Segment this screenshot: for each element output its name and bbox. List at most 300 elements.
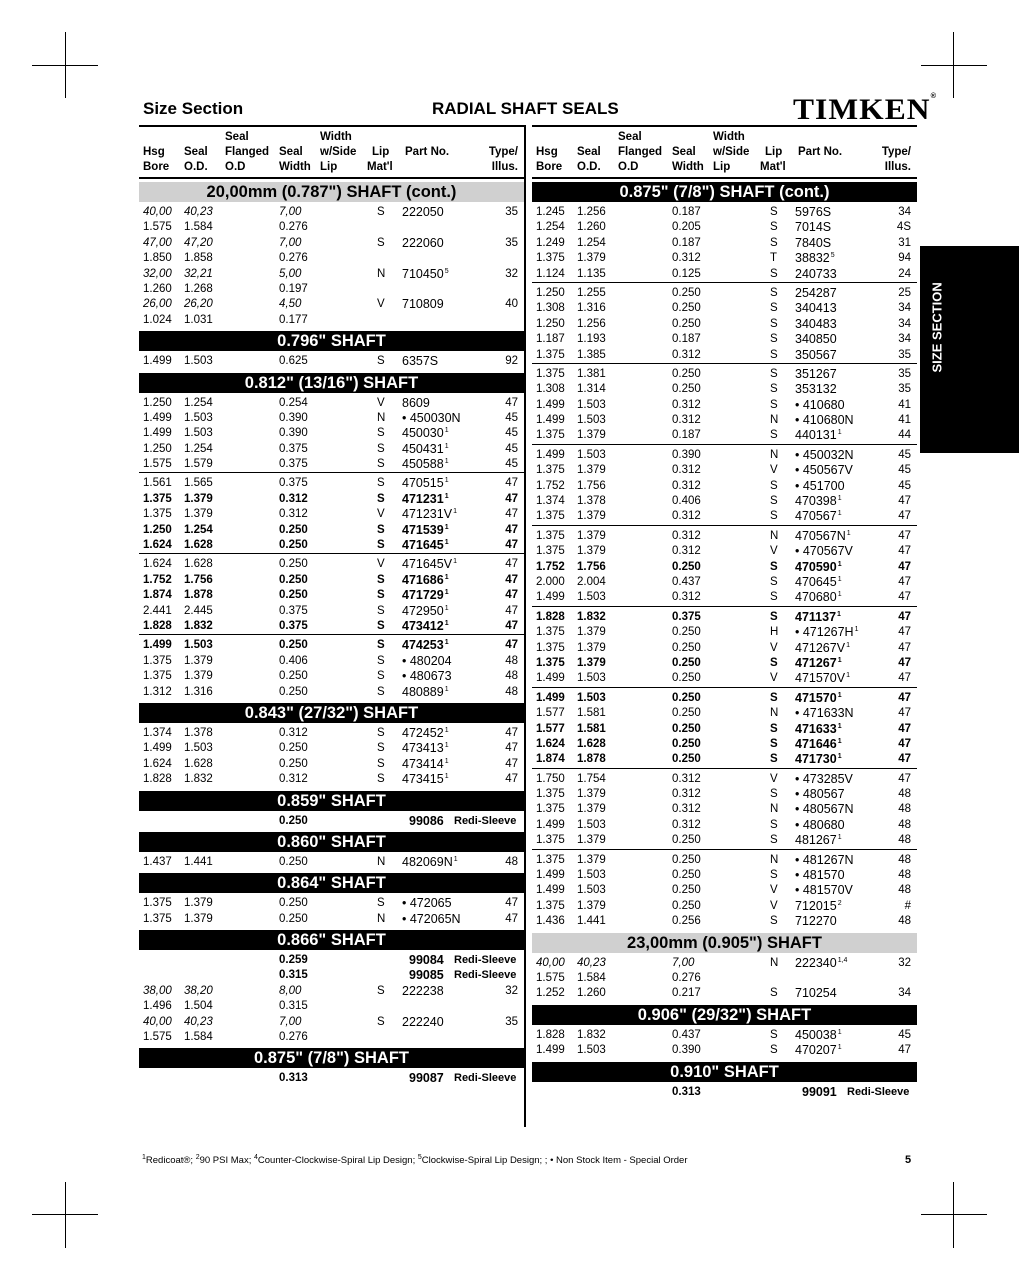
seal-width: 0.276 [672,971,701,984]
table-row [139,411,524,426]
part-number: • 480567 [795,787,845,802]
seal-od: 1.878 [577,753,606,766]
seal-width: 0.250 [672,753,701,766]
table-row [532,853,917,868]
seal-od: 1.379 [577,656,606,669]
lip-material: N [770,956,779,969]
seal-width: 0.250 [279,757,308,770]
hsg-bore: 1.308 [536,383,565,396]
lip-material: S [377,604,385,617]
seal-width: 0.250 [672,884,701,897]
type-illus: 32 [505,984,518,997]
seal-od: 1.379 [577,899,606,912]
type-illus: 47 [898,591,911,604]
lip-material: S [770,367,778,380]
table-row [139,267,524,282]
type-illus: 45 [898,479,911,492]
table-row [532,251,917,266]
row-group [139,855,524,870]
crop-mark [32,1214,98,1215]
seal-od: 1.503 [577,448,606,461]
footnote-ref: 1 [837,834,842,842]
part-number: • 410680N [795,413,854,428]
seal-od: 1.254 [184,523,213,536]
hsg-bore: 1.024 [143,313,172,326]
seal-od: 1.379 [577,803,606,816]
part-number: 450588$^1$ [402,457,449,472]
table-row [532,772,917,787]
part-number: 5976S [795,205,832,219]
seal-od: 1.832 [577,610,606,623]
type-illus: 47 [898,510,911,523]
hsg-bore: 1.375 [143,654,172,667]
table-row [532,301,917,316]
type-illus: 47 [505,492,518,505]
lip-material: V [770,545,778,558]
part-number: 471645$^1$ [402,538,449,553]
table-row [139,1071,524,1086]
seal-width: 0.313 [279,1072,308,1085]
table-row [139,999,524,1014]
section-heading: 0.910" SHAFT [532,1062,917,1082]
table-row [532,956,917,971]
part-number: • 470567V [795,544,853,559]
footnote-ref: 1 [444,573,449,581]
type-illus: 25 [898,286,911,299]
type-illus: 35 [505,236,518,249]
lip-material: S [377,206,385,218]
type-illus: 45 [898,1028,911,1041]
hsg-bore: 1.499 [536,884,565,897]
row-group [532,1085,917,1100]
table-row [532,971,917,986]
table-row [532,367,917,382]
row-group [139,1071,524,1086]
row-group [532,1028,917,1059]
hsg-bore: 1.375 [536,834,565,847]
table-row [532,691,917,706]
table-row [139,772,524,787]
table-row [139,251,524,266]
seal-od: 1.832 [577,1028,606,1041]
seal-width: 0.254 [279,396,308,409]
seal-od: 1.268 [184,282,213,295]
footnote-ref: 1 [837,656,842,664]
seal-od: 1.379 [184,912,213,925]
part-number: 8609 [402,395,430,410]
footnote-ref: 1 [837,591,842,599]
hsg-bore: 1.374 [143,726,172,739]
hsg-bore: 1.250 [536,317,565,330]
seal-od: 1.756 [577,479,606,492]
seal-od: 40,23 [184,1015,213,1028]
part-number: 470680$^1$ [795,590,842,605]
hsg-bore: 1.375 [536,641,565,654]
part-number: 474253$^1$ [402,638,449,653]
table-row [532,382,917,397]
footnote-ref: 1 [854,626,859,634]
footnote-ref: 1 [837,722,842,730]
hsg-bore: 1.375 [536,788,565,801]
footnote-ref: 1 [444,523,449,531]
table-row [139,205,524,220]
hsg-bore: 1.499 [536,1044,565,1057]
section-heading: 0.812" (13/16") SHAFT [139,373,524,393]
footnote-ref: 1 [837,510,842,518]
section-heading: 0.866" SHAFT [139,930,524,950]
hsg-bore: 1.499 [536,398,565,411]
table-row [532,575,917,590]
lip-material: S [377,458,385,471]
footnote-ref: 5 [444,267,449,275]
part-number: 471633$^1$ [795,721,842,736]
seal-width: 0.375 [279,442,308,455]
seal-od: 1.379 [184,670,213,683]
type-illus: 47 [898,575,911,588]
footnote-ref: 1 [837,753,842,761]
part-number: • 472065 [402,896,452,911]
hsg-bore: 1.828 [536,1028,565,1041]
section-heading: 0.859" SHAFT [139,791,524,811]
type-illus: 31 [898,236,911,249]
seal-width: 0.375 [279,604,308,617]
row-group [139,553,524,634]
section-heading: 0.860" SHAFT [139,832,524,852]
seal-width: 0.250 [279,814,308,827]
type-illus: Redi-Sleeve [454,814,517,827]
seal-od: 1.316 [577,302,606,315]
table-row [139,523,524,538]
table-row [532,220,917,235]
lip-material: S [770,429,778,442]
hsg-bore: 1.624 [143,558,172,571]
table-row [532,610,917,625]
seal-width: 0.250 [279,855,308,868]
hsg-bore: 1.750 [536,772,565,785]
crop-mark [953,1182,954,1248]
seal-width: 0.250 [672,317,701,330]
part-number: 450038$^1$ [795,1027,842,1042]
seal-width: 0.375 [279,458,308,471]
type-illus: 47 [898,772,911,785]
type-illus: 40 [505,298,518,311]
footnote-ref: 1 [444,726,449,734]
table-row [532,560,917,575]
hsg-bore: 1.499 [536,691,565,704]
hsg-bore: 1.308 [536,302,565,315]
seal-od: 1.255 [577,286,606,299]
table-row [532,671,917,686]
part-number: 99085 [409,968,444,983]
type-illus: 35 [505,1015,518,1028]
table-row [532,883,917,898]
seal-od: 1.503 [184,355,213,368]
seal-width: 0.315 [279,1000,308,1013]
seal-width: 0.250 [279,897,308,910]
hsg-bore: 1.499 [143,411,172,424]
lip-material: V [377,558,385,571]
seal-od: 26,20 [184,298,213,311]
seal-width: 7,00 [279,206,302,218]
footnote-ref: 1 [837,737,842,745]
lip-material: S [770,267,778,280]
table-row [139,396,524,411]
table-row [532,802,917,817]
seal-width: 0.250 [672,899,701,912]
seal-od: 1.503 [577,414,606,427]
table-row [532,787,917,802]
table-row [139,912,524,927]
type-illus: 41 [898,414,911,427]
part-number: 471570$^1$ [795,690,842,705]
hsg-bore: 1.874 [143,589,172,602]
part-number: 7014S [795,220,832,235]
lip-material: N [377,411,386,424]
section-heading: 20,00mm (0.787") SHAFT (cont.) [139,182,524,202]
seal-width: 8,00 [279,984,302,997]
seal-od: 1.379 [577,510,606,523]
lip-material: S [770,317,778,330]
table-row [139,984,524,999]
hsg-bore: 26,00 [143,298,172,311]
part-number: $471231V^1$ [402,507,457,522]
lip-material: S [377,742,385,755]
lip-material: S [770,987,778,1000]
type-illus: 35 [898,348,911,361]
lip-material: N [377,267,386,280]
seal-width: 0.312 [672,398,701,411]
lip-material: S [377,619,385,632]
hsg-bore: 1.624 [536,737,565,750]
hsg-bore: 2.441 [143,604,172,617]
hsg-bore: 1.375 [536,545,565,558]
footnote-ref: 1 [444,619,449,627]
footnote-ref: 1 [837,560,842,568]
hsg-bore: 1.187 [536,333,565,346]
seal-od: 1.256 [577,317,606,330]
type-illus: 45 [505,442,518,455]
lip-material: S [377,773,385,786]
hsg-bore: 1.499 [536,448,565,461]
type-illus: 47 [898,722,911,735]
seal-width: 0.276 [279,221,308,234]
lip-material: S [770,510,778,523]
hsg-bore: 32,00 [143,267,172,280]
lip-material: S [377,654,385,667]
table-row [139,442,524,457]
part-number: • 410680 [795,397,845,412]
section-heading: 0.864" SHAFT [139,873,524,893]
seal-od: 1.858 [184,252,213,265]
type-illus: 48 [898,884,911,897]
table-row [532,463,917,478]
hsg-bore: 1.375 [536,252,565,265]
part-number: 254287 [795,285,837,300]
lip-material: S [377,897,385,910]
lip-material: S [770,753,778,766]
type-illus: 47 [898,672,911,685]
seal-width: 0.187 [672,206,701,218]
type-illus: 24 [898,267,911,280]
type-illus: 35 [898,367,911,380]
part-number: 471137$^1$ [795,609,841,624]
type-illus: 48 [505,685,518,698]
seal-od: 1.503 [184,411,213,424]
seal-od: 1.316 [184,685,213,698]
row-group [139,953,524,1045]
section-heading: 0.875" (7/8") SHAFT [139,1048,524,1068]
lip-material: S [377,726,385,739]
part-number: • 450032N [795,447,854,462]
part-number: 480889$^1$ [402,684,449,699]
seal-od: 1.503 [577,884,606,897]
seal-width: 0.276 [279,1031,308,1044]
table-row [139,726,524,741]
seal-width: 7,00 [672,956,695,969]
seal-width: 0.187 [672,236,701,249]
lip-material: S [377,492,385,505]
lip-material: V [377,508,385,521]
part-number: 712270 [795,914,837,929]
lip-material: S [770,333,778,346]
seal-width: 0.250 [672,626,701,639]
table-row [532,544,917,559]
side-tab-label [930,333,945,373]
type-illus: 48 [898,915,911,928]
timken-logo: TIMKEN® [793,93,938,126]
left-table-body [139,182,524,1087]
seal-width: 0.312 [672,591,701,604]
seal-od: 1.503 [577,672,606,685]
part-number: 471231$^1$ [402,491,449,506]
table-row [139,757,524,772]
type-illus: 47 [898,707,911,720]
seal-width: 0.315 [279,969,308,982]
table-row [532,428,917,443]
type-illus: 47 [898,1044,911,1057]
seal-width: 0.312 [279,726,308,739]
row-group [532,444,917,525]
seal-width: 0.312 [672,818,701,831]
seal-od: 1.379 [577,545,606,558]
lip-material: S [770,398,778,411]
seal-od: 1.193 [577,333,606,346]
seal-width: 0.197 [279,282,308,295]
hsg-bore: 1.499 [536,818,565,831]
part-number: 471267$^1$ [795,655,842,670]
hsg-bore: 1.375 [536,367,565,380]
lip-material: V [770,772,778,785]
table-row [532,1085,917,1100]
lip-material: S [770,221,778,234]
seal-width: 0.250 [279,523,308,536]
part-number: 340483 [795,316,837,331]
table-row [139,557,524,572]
type-illus: 4S [896,221,911,234]
hsg-bore: 1.499 [143,355,172,368]
footnote-ref: 1 [837,610,841,618]
left-column [139,125,526,1127]
type-illus: 48 [898,818,911,831]
seal-width: 0.187 [672,333,701,346]
section-heading: 0.796" SHAFT [139,331,524,351]
lip-material: S [770,656,778,669]
table-row [139,476,524,491]
hsg-bore: 1.375 [143,492,172,505]
lip-material: S [770,834,778,847]
hsg-bore: 38,00 [143,984,172,997]
hsg-bore: 1.577 [536,722,565,735]
part-number: 473414$^1$ [402,756,449,771]
seal-od: 1.385 [577,348,606,361]
hsg-bore: 1.624 [143,757,172,770]
part-number: 351267 [795,366,837,381]
table-row [532,818,917,833]
lip-material: N [377,855,386,868]
seal-od: 1.832 [184,773,213,786]
part-number: • 481267N [795,852,854,867]
crop-mark [32,65,98,66]
type-illus: 32 [505,267,518,280]
lip-material: S [377,539,385,552]
part-number: 471730$^1$ [795,752,842,767]
table-row [532,332,917,347]
seal-od: 1.135 [577,267,606,280]
type-illus: 47 [505,912,518,925]
table-row [139,282,524,297]
part-number: 470567$^1$ [795,509,842,524]
table-row [532,899,917,914]
seal-width: 0.390 [672,448,701,461]
table-row [532,1043,917,1058]
table-row [532,398,917,413]
hsg-bore: 1.260 [143,282,172,295]
row-group [139,354,524,369]
hsg-bore: 1.499 [536,869,565,882]
type-illus: 47 [898,545,911,558]
seal-width: 0.217 [672,987,701,1000]
hsg-bore: 1.828 [536,610,565,623]
table-row [532,868,917,883]
seal-width: 0.390 [672,1044,701,1057]
footnote-ref: 1 [444,539,449,547]
hsg-bore: 1.496 [143,1000,172,1013]
lip-material: S [770,495,778,508]
seal-od: 2.445 [184,604,213,617]
hsg-bore: 1.624 [143,539,172,552]
seal-od: 1.503 [184,639,213,652]
type-illus: 47 [505,604,518,617]
seal-od: 1.379 [577,464,606,477]
type-illus: 47 [505,477,518,490]
type-illus: 48 [898,834,911,847]
seal-width: 0.250 [672,560,701,573]
part-number: • 450567V [795,463,853,478]
footnote-ref: 1 [444,458,449,466]
seal-od: 1.379 [577,788,606,801]
seal-width: 0.625 [279,355,308,368]
hsg-bore: 1.499 [536,414,565,427]
lip-material: S [377,355,385,368]
seal-width: 0.250 [672,707,701,720]
table-row [532,625,917,640]
part-number: 99084 [409,953,444,968]
type-illus: Redi-Sleeve [847,1085,910,1098]
table-row [139,538,524,553]
hsg-bore: 1.375 [536,348,565,361]
part-number: 472950$^1$ [402,603,449,618]
seal-od: 1.379 [184,508,213,521]
